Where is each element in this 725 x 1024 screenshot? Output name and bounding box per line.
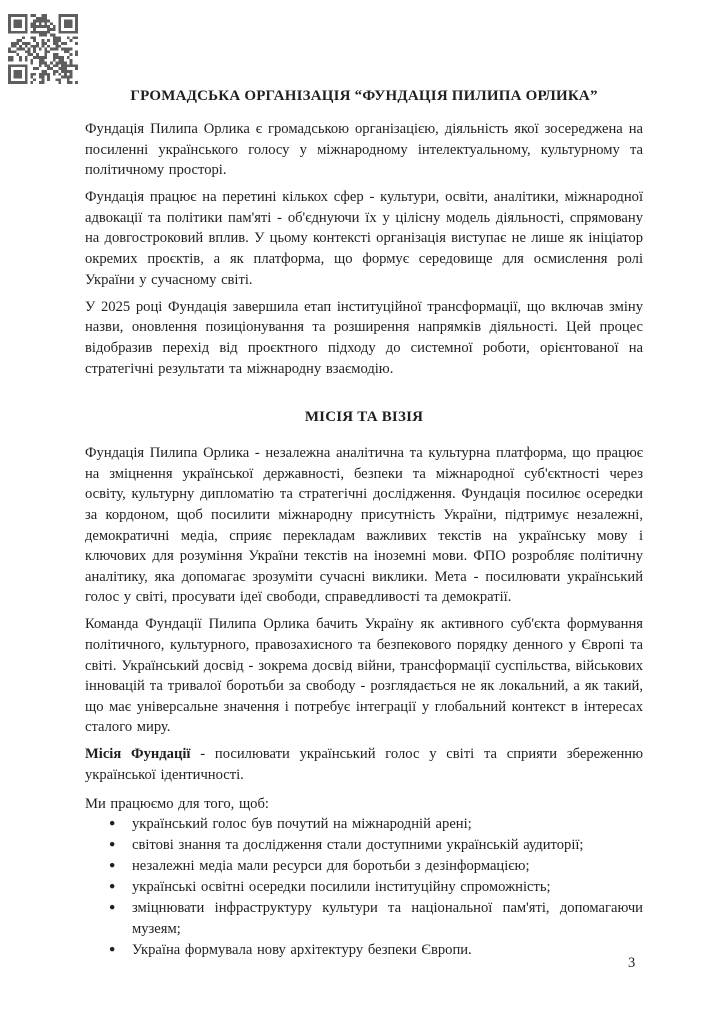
goal-item: ● український голос був почутий на міжнародній арені; (132, 814, 643, 835)
goals-list (85, 814, 643, 960)
goal-item: ● українські освітні осередки посилили інституційну спроможність; (132, 877, 643, 898)
document-title: ГРОМАДСЬКА ОРГАНІЗАЦІЯ “ФУНДАЦІЯ ПИЛИПА ОРЛИКА” (130, 88, 598, 104)
section-heading-mission-vision: МІСІЯ ТА ВІЗІЯ (304, 409, 424, 426)
page-number: 3 (628, 955, 636, 971)
goal-item: ● світові знання та дослідження стали доступними українській аудиторії; (132, 835, 643, 856)
goal-item: ● зміцнювати інфраструктуру культури та національної пам'яті, допомагаючи музеям; (132, 898, 643, 940)
mission-statement-lead: Місія Фундації (85, 746, 191, 763)
goal-item: ● Україна формувала нову архітектуру безпеки Європи. (132, 940, 643, 961)
mission-paragraph-2: Команда Фундації Пилипа Орлика бачить Україну як активного суб'єкта формування політичного, культурного, правозахисного та безпекового порядку денного у Європі та світі. Український досвід - зокрема досвід війни, трансформації суспільства, військових інновацій та тривалої боротьби за свободу - розглядається не як локальний, а як такий, що має універсальне значення і потребує інтеграції у глобальний контекст в інтересах сталого миру. (85, 616, 643, 736)
about-paragraph-3: У 2025 році Фундація завершила етап інституційної трансформації, що включав зміну назви, оновлення позиціонування та розширення напрямків діяльності. Цей процес відобразив перехід від проєктного підходу до системної роботи, орієнтованої на стратегічні результати та міжнародну взаємодію. (85, 298, 643, 377)
mission-statement (85, 744, 643, 785)
mission-paragraph-1: Фундація Пилипа Орлика - незалежна аналітична та культурна платформа, що працює на зміцнення української державності, безпеки та міжнародної суб'єктності через освіту, культурну дипломатію та стратегічні дослідження. Фундація посилює осередки за кордоном, щоб посилити міжнародну присутність України, підтримує незалежні, демократичні медіа, сприяє перекладам важливих текстів на українську мову і ключових для розуміння України текстів на іноземні мови. ФПО розробляє політичну аналітику, яка допомагає зрозуміти сучасні виклики. Мета - посилювати український голос у світі, просувати ідеї свободи, справедливості та демократії. (85, 445, 643, 606)
mission-statement-text: - посилювати український голос у світі та сприяти збереженню української ідентичності. (85, 746, 643, 784)
goal-item: ● незалежні медіа мали ресурси для боротьби з дезінформацією; (132, 856, 643, 877)
document-content (85, 86, 643, 961)
about-paragraph-1: Фундація Пилипа Орлика є громадською організацією, діяльність якої зосереджена на посиленні українського голосу у міжнародному інтелектуальному, культурному та політичному просторі. (85, 121, 643, 179)
about-paragraph-2: Фундація працює на перетині кількох сфер - культури, освіти, аналітики, міжнародної адвокації та політики пам'яті - об'єднуючи їх у цілісну модель діяльності, спрямовану на довгостроковий вплив. У цьому контексті організація виступає не лише як ініціатор окремих проєктів, а як платформа, що формує середовище для осмислення ролі України у сучасному світі. (85, 189, 643, 288)
goals-intro: Ми працюємо для того, щоб: (85, 795, 269, 812)
qr-code-icon (8, 13, 78, 85)
